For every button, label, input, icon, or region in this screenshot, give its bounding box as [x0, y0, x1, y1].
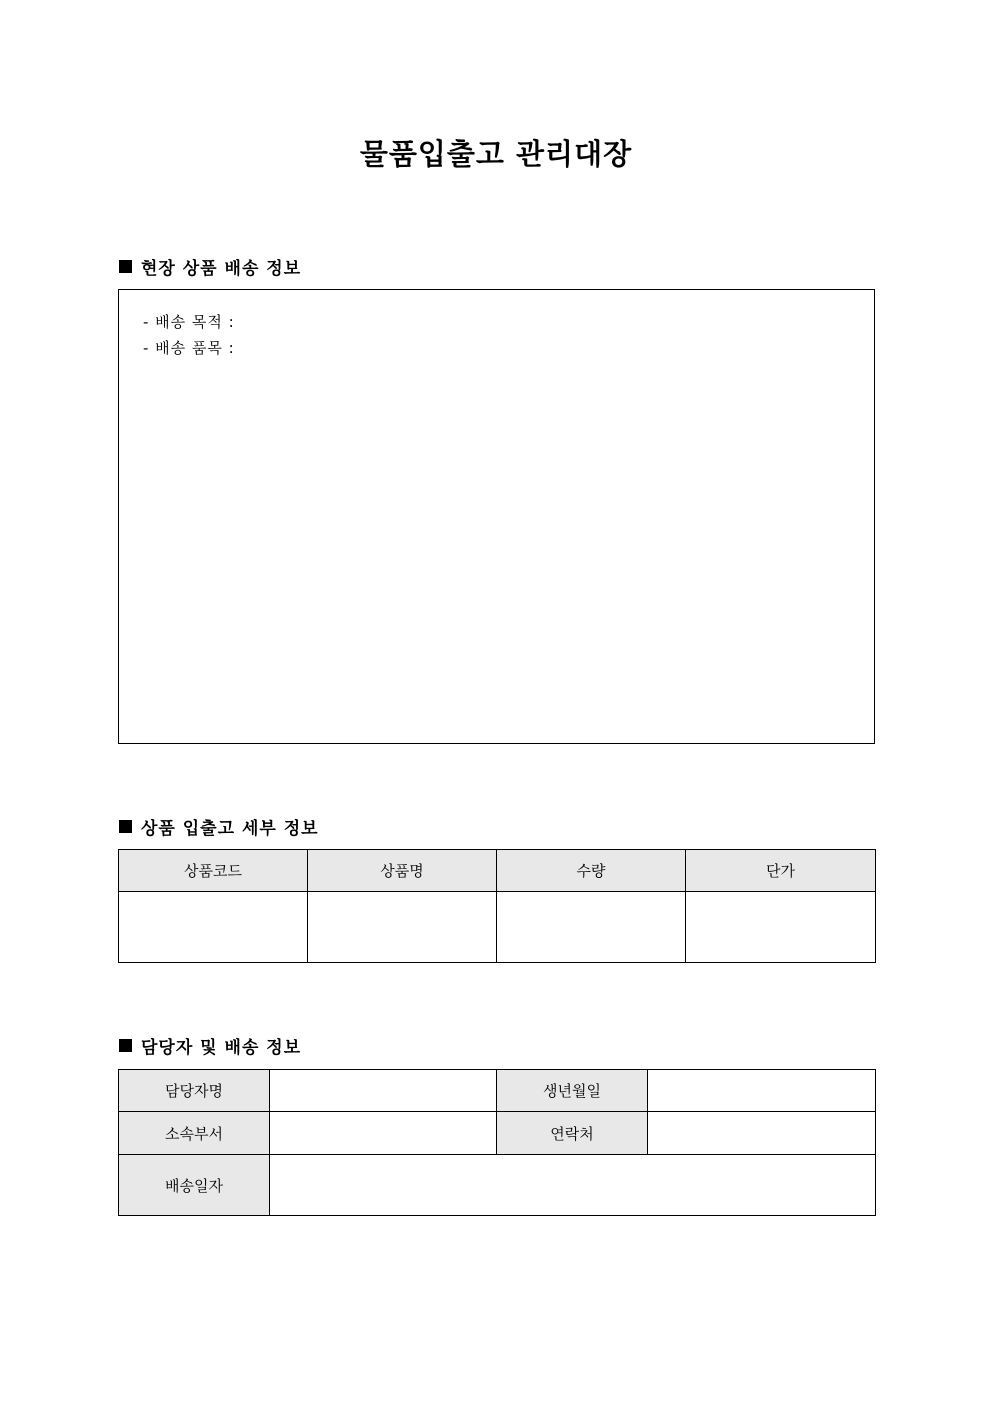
square-bullet-icon: [119, 820, 132, 833]
cell-unit-price[interactable]: [686, 892, 876, 963]
value-manager-name[interactable]: [270, 1070, 497, 1112]
cell-quantity[interactable]: [497, 892, 686, 963]
section-heading-label: 상품 입출고 세부 정보: [141, 819, 319, 839]
label-delivery-date: 배송일자: [119, 1155, 270, 1216]
table-row: [119, 1112, 876, 1155]
section-heading-label: 담당자 및 배송 정보: [141, 1038, 302, 1058]
header-product-code: 상품코드: [119, 850, 308, 892]
header-unit-price: 단가: [686, 850, 876, 892]
delivery-items-line: - 배송 품목 :: [143, 339, 235, 357]
section-heading-manager-delivery: [119, 1033, 301, 1058]
square-bullet-icon: [119, 260, 132, 273]
section-heading-inout-detail: [119, 814, 319, 839]
table-row: [119, 1070, 876, 1112]
value-department[interactable]: [270, 1112, 497, 1155]
table-row: [119, 892, 876, 963]
header-quantity: 수량: [497, 850, 686, 892]
inout-detail-table: [118, 849, 876, 963]
value-delivery-date[interactable]: [270, 1155, 876, 1216]
document-title: 물품입출고 관리대장: [359, 137, 633, 171]
cell-product-name[interactable]: [308, 892, 497, 963]
label-birth-date: 생년월일: [497, 1070, 648, 1112]
delivery-info-box: [118, 289, 875, 744]
value-birth-date[interactable]: [648, 1070, 876, 1112]
header-product-name: 상품명: [308, 850, 497, 892]
section-heading-site-delivery: [119, 254, 301, 279]
cell-product-code[interactable]: [119, 892, 308, 963]
label-manager-name: 담당자명: [119, 1070, 270, 1112]
table-row: [119, 1155, 876, 1216]
value-contact[interactable]: [648, 1112, 876, 1155]
manager-info-table: [118, 1069, 876, 1216]
delivery-purpose-line: - 배송 목적 :: [143, 313, 235, 331]
label-contact: 연락처: [497, 1112, 648, 1155]
label-department: 소속부서: [119, 1112, 270, 1155]
section-heading-label: 현장 상품 배송 정보: [141, 259, 302, 279]
table-header-row: [119, 850, 876, 892]
square-bullet-icon: [119, 1039, 132, 1052]
